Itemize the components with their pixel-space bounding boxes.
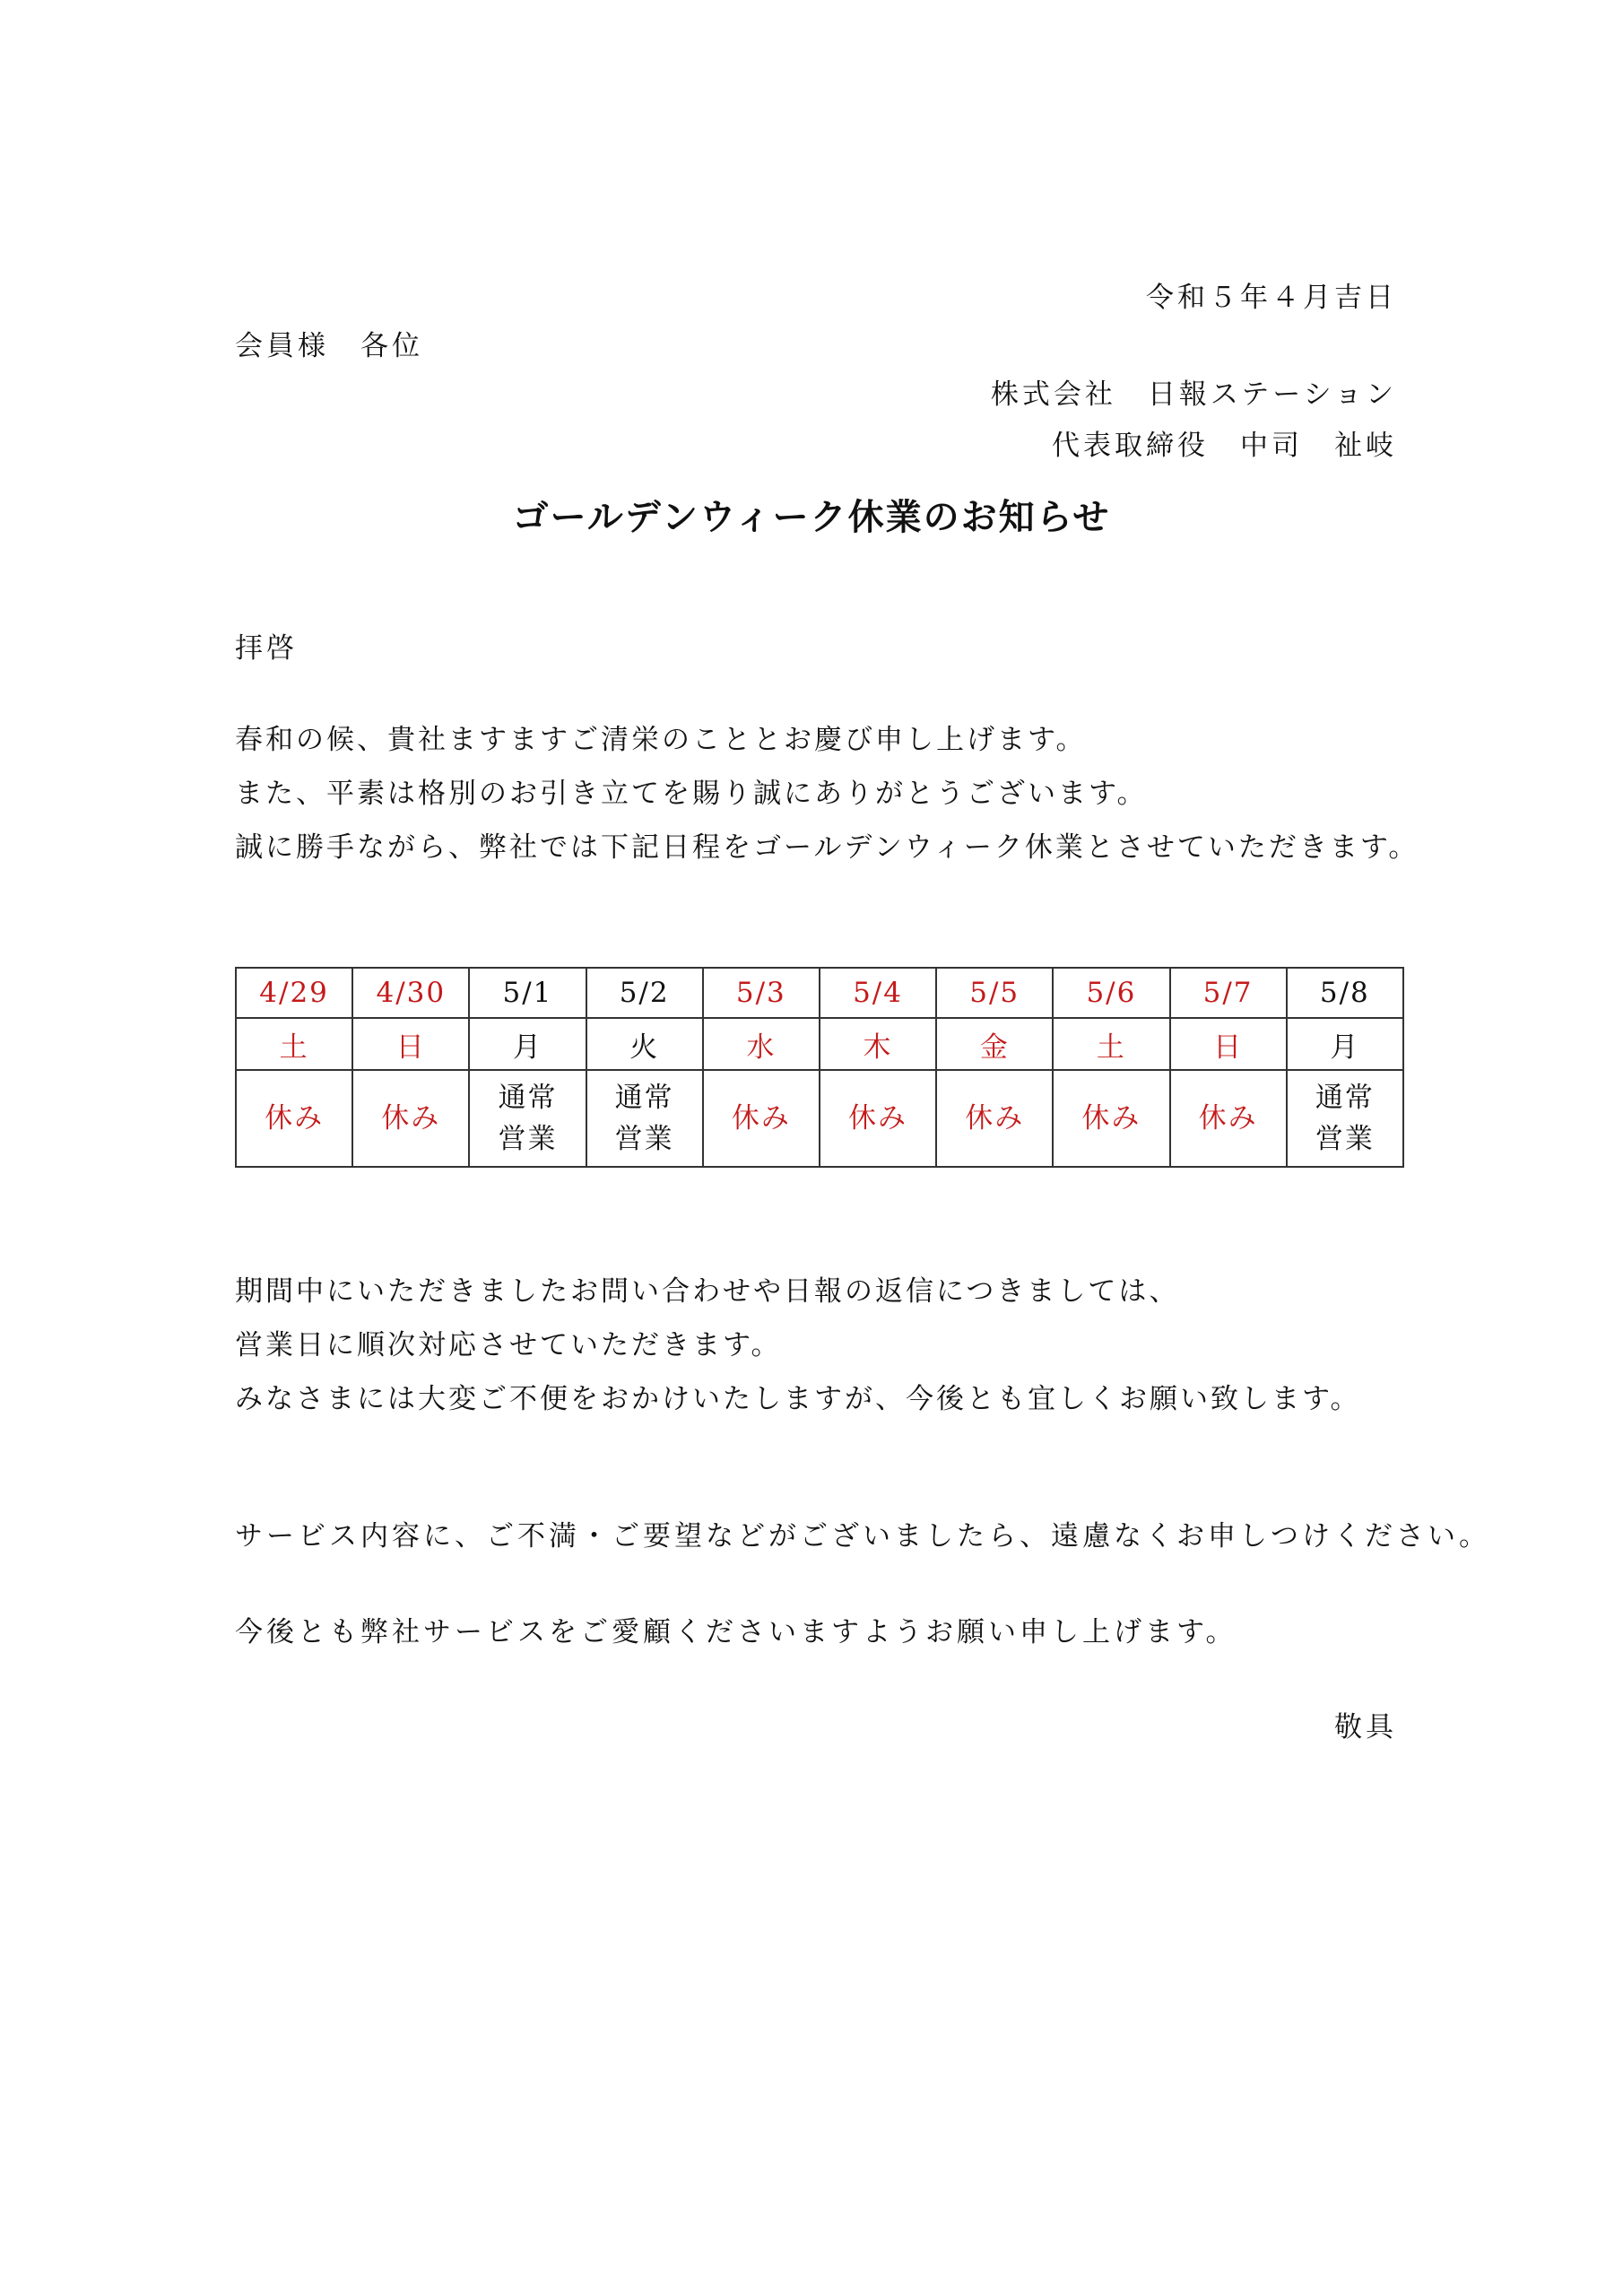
date-cell: 5/8: [1287, 968, 1403, 1018]
weekday-cell: 土: [1053, 1018, 1169, 1070]
status-text-2: 営業: [498, 1123, 558, 1155]
opening-salutation: 拝啓: [235, 632, 298, 665]
notice-title: ゴールデンウィーク休業のお知らせ: [512, 496, 1111, 538]
status-row: [236, 1070, 1403, 1167]
holiday-schedule-table: [235, 967, 1404, 1168]
weekday-cell: 月: [1287, 1018, 1403, 1070]
date-cell: 5/7: [1170, 968, 1287, 1018]
status-text: 休み: [1198, 1102, 1258, 1135]
period-line: 期間中にいただきましたお問い合わせや日報の返信につきましては、: [235, 1275, 1180, 1308]
date-cell: 5/4: [820, 968, 936, 1018]
status-text: 通常: [1315, 1082, 1375, 1114]
date-cell: 4/30: [352, 968, 469, 1018]
weekday-cell: 土: [236, 1018, 352, 1070]
status-cell: [236, 1070, 352, 1167]
weekday-cell: 火: [586, 1018, 703, 1070]
issue-date: 令和５年４月吉日: [1146, 282, 1397, 314]
status-text: 休み: [731, 1102, 791, 1135]
status-cell: [820, 1070, 936, 1167]
weekday-cell: 日: [1170, 1018, 1287, 1070]
recipient: 会員様 各位: [235, 330, 423, 362]
date-cell: 5/6: [1053, 968, 1169, 1018]
feedback-line: サービス内容に、ご不満・ご要望などがございましたら、遠慮なくお申しつけください。: [235, 1520, 1490, 1552]
status-text: 通常: [614, 1082, 674, 1114]
date-cell: 5/3: [703, 968, 820, 1018]
weekday-cell: 水: [703, 1018, 820, 1070]
status-text-2: 営業: [614, 1123, 674, 1155]
status-cell: [1053, 1070, 1169, 1167]
status-text: 休み: [965, 1102, 1025, 1135]
status-text: 休み: [1081, 1102, 1141, 1135]
closing-salutation: 敬具: [1334, 1711, 1397, 1744]
date-cell: 5/2: [586, 968, 703, 1018]
weekday-row: [236, 1018, 1403, 1070]
intro-paragraph: [235, 713, 1419, 874]
status-cell: [936, 1070, 1053, 1167]
status-cell: [1170, 1070, 1287, 1167]
sender-company: 株式会社 日報ステーション: [990, 378, 1397, 411]
sender-representative: 代表取締役 中司 祉岐: [1052, 430, 1397, 462]
closing-request: 今後とも弊社サービスをご愛顧くださいますようお願い申し上げます。: [235, 1616, 1237, 1648]
status-cell: [703, 1070, 820, 1167]
date-row: [236, 968, 1403, 1018]
weekday-cell: 日: [352, 1018, 469, 1070]
intro-line: また、平素は格別のお引き立てを賜り誠にありがとうございます。: [235, 778, 1148, 810]
status-cell: [586, 1070, 703, 1167]
date-cell: 4/29: [236, 968, 352, 1018]
weekday-cell: 金: [936, 1018, 1053, 1070]
status-cell: [1287, 1070, 1403, 1167]
date-cell: 5/1: [469, 968, 586, 1018]
status-cell: [352, 1070, 469, 1167]
period-line: 営業日に順次対応させていただきます。: [235, 1329, 782, 1361]
intro-line: 誠に勝手ながら、弊社では下記日程をゴールデンウィーク休業とさせていただきます。: [235, 831, 1419, 864]
intro-line: 春和の候、貴社ますますご清栄のこととお慶び申し上げます。: [235, 724, 1087, 756]
status-text-2: 営業: [1315, 1123, 1375, 1155]
status-text: 休み: [381, 1102, 441, 1135]
status-text: 休み: [265, 1102, 325, 1135]
period-paragraph: [235, 1265, 1361, 1426]
weekday-cell: 月: [469, 1018, 586, 1070]
status-cell: [469, 1070, 586, 1167]
weekday-cell: 木: [820, 1018, 936, 1070]
date-cell: 5/5: [936, 968, 1053, 1018]
status-text: 通常: [498, 1082, 558, 1114]
period-line: みなさまには大変ご不便をおかけいたしますが、今後とも宜しくお願い致します。: [235, 1383, 1361, 1415]
status-text: 休み: [848, 1102, 908, 1135]
